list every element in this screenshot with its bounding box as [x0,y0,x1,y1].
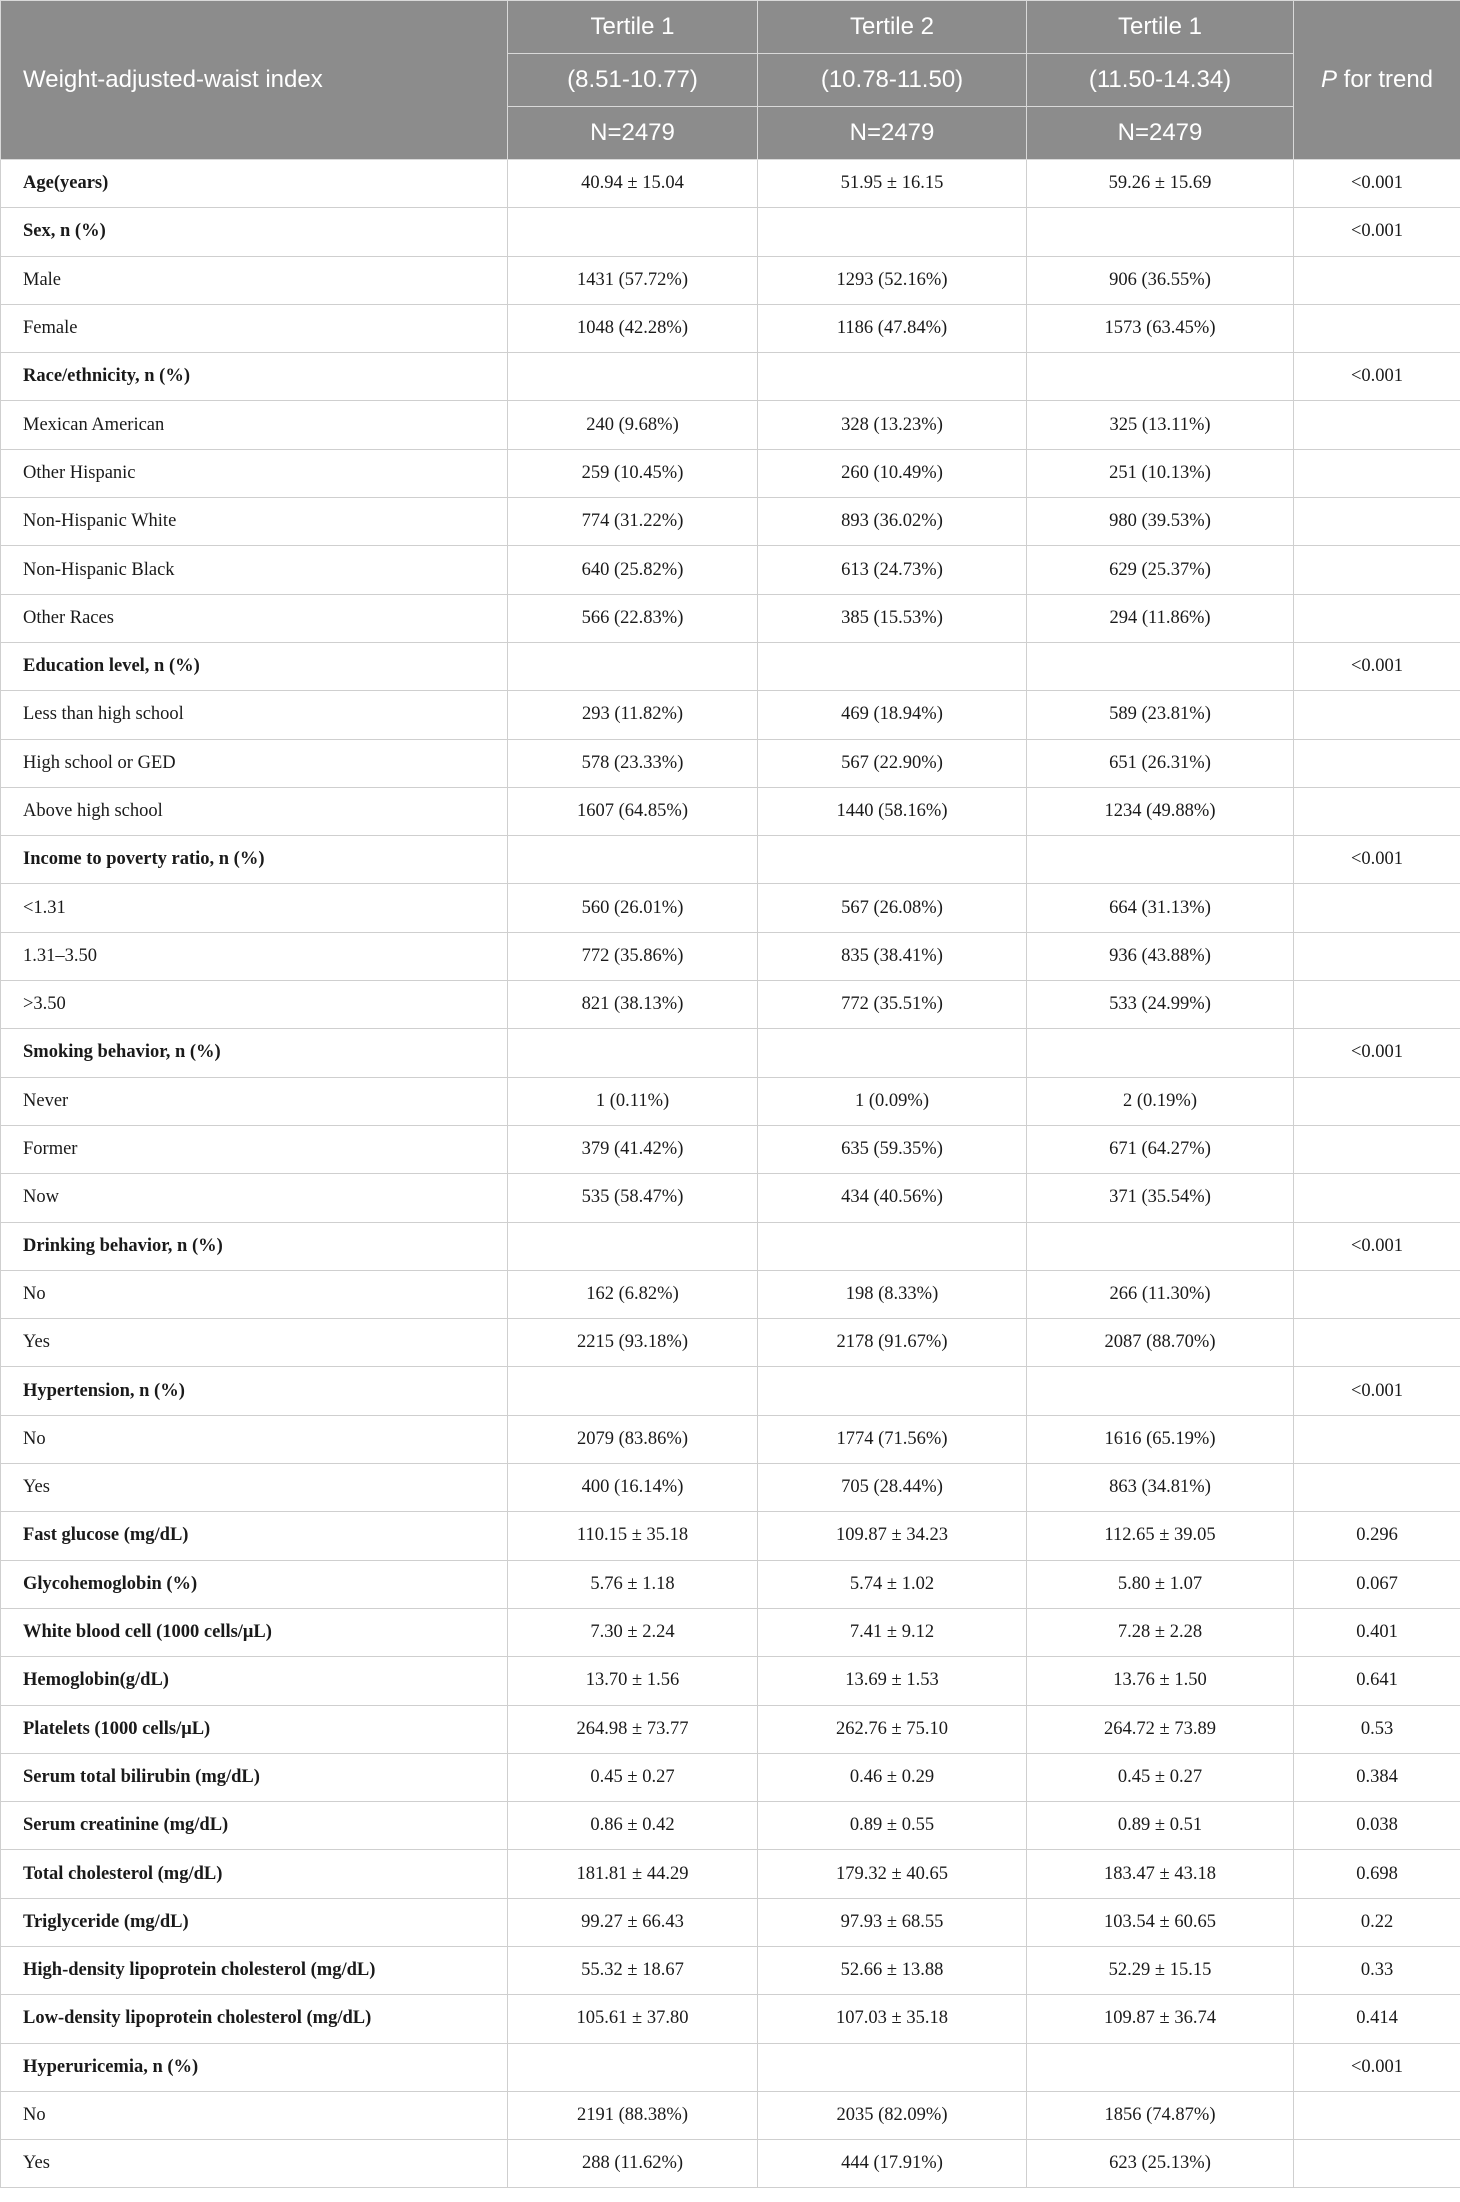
row-label: Other Races [1,594,508,642]
tertile-1-value: 2215 (93.18%) [508,1319,758,1367]
tertile-2-value: 107.03 ± 35.18 [758,1995,1027,2043]
p-value [1294,932,1460,980]
row-label: Income to poverty ratio, n (%) [1,836,508,884]
tertile-1-value: 774 (31.22%) [508,498,758,546]
tertile-1-value: 1607 (64.85%) [508,787,758,835]
p-value: 0.067 [1294,1560,1460,1608]
table-row [1,2091,1460,2139]
tertile-3-value: 0.45 ± 0.27 [1027,1753,1294,1801]
table-row [1,594,1460,642]
tertile-3-value: 266 (11.30%) [1027,1270,1294,1318]
tertile-2-value: 179.32 ± 40.65 [758,1850,1027,1898]
tertile-1-value: 55.32 ± 18.67 [508,1946,758,1994]
row-label: Triglyceride (mg/dL) [1,1898,508,1946]
p-value: <0.001 [1294,836,1460,884]
tertile-2-value: 469 (18.94%) [758,691,1027,739]
tertile-3-value: 863 (34.81%) [1027,1464,1294,1512]
row-label: Sex, n (%) [1,208,508,256]
tertile-3-value [1027,2043,1294,2091]
tertile-2-value: 328 (13.23%) [758,401,1027,449]
p-value: 0.401 [1294,1608,1460,1656]
tertile-2-value: 262.76 ± 75.10 [758,1705,1027,1753]
group-3-n: N=2479 [1027,107,1294,160]
tertile-2-value: 2178 (91.67%) [758,1319,1027,1367]
table-row [1,1029,1460,1077]
table-row [1,1464,1460,1512]
table-row [1,1367,1460,1415]
tertile-3-value [1027,836,1294,884]
tertile-2-value: 13.69 ± 1.53 [758,1657,1027,1705]
row-label: High-density lipoprotein cholesterol (mg/dL) [1,1946,508,1994]
row-label: Yes [1,1464,508,1512]
tertile-1-value [508,353,758,401]
tertile-1-value: 1048 (42.28%) [508,304,758,352]
p-value [1294,884,1460,932]
tertile-3-value: 533 (24.99%) [1027,981,1294,1029]
tertile-2-value: 7.41 ± 9.12 [758,1608,1027,1656]
table-row [1,1657,1460,1705]
tertile-1-value: 1 (0.11%) [508,1077,758,1125]
variable-column-header: Weight-adjusted-waist index [1,1,508,160]
row-label: Non-Hispanic White [1,498,508,546]
tertile-2-value: 1 (0.09%) [758,1077,1027,1125]
row-label: Total cholesterol (mg/dL) [1,1850,508,1898]
p-value: 0.53 [1294,1705,1460,1753]
tertile-1-value: 772 (35.86%) [508,932,758,980]
p-value: 0.22 [1294,1898,1460,1946]
p-value: 0.384 [1294,1753,1460,1801]
table-header [1,1,1460,160]
row-label: <1.31 [1,884,508,932]
p-value: 0.296 [1294,1512,1460,1560]
p-value [1294,691,1460,739]
table-row [1,1077,1460,1125]
tertile-1-value: 240 (9.68%) [508,401,758,449]
tertile-3-value [1027,208,1294,256]
p-value [1294,1270,1460,1318]
row-label: Low-density lipoprotein cholesterol (mg/dL) [1,1995,508,2043]
p-value [1294,1174,1460,1222]
table-row [1,1270,1460,1318]
tertile-2-value [758,1029,1027,1077]
table-row [1,1608,1460,1656]
tertile-3-value: 112.65 ± 39.05 [1027,1512,1294,1560]
table-row [1,1850,1460,1898]
tertile-3-value [1027,1029,1294,1077]
p-value [1294,256,1460,304]
row-label: Age(years) [1,160,508,208]
row-label: Yes [1,1319,508,1367]
p-trend-column-header [1294,1,1460,160]
tertile-3-value: 294 (11.86%) [1027,594,1294,642]
row-label: >3.50 [1,981,508,1029]
row-label: 1.31–3.50 [1,932,508,980]
p-value: 0.33 [1294,1946,1460,1994]
row-label: Now [1,1174,508,1222]
tertile-3-value: 52.29 ± 15.15 [1027,1946,1294,1994]
row-label: No [1,1270,508,1318]
row-label: Female [1,304,508,352]
tertile-3-value: 251 (10.13%) [1027,449,1294,497]
row-label: Hypertension, n (%) [1,1367,508,1415]
row-label: Serum creatinine (mg/dL) [1,1802,508,1850]
tertile-1-value: 640 (25.82%) [508,546,758,594]
row-label: High school or GED [1,739,508,787]
tertile-2-value: 2035 (82.09%) [758,2091,1027,2139]
row-label: Never [1,1077,508,1125]
tertile-2-value: 51.95 ± 16.15 [758,160,1027,208]
row-label: Hyperuricemia, n (%) [1,2043,508,2091]
p-value [1294,449,1460,497]
table-row [1,1512,1460,1560]
tertile-2-value [758,1367,1027,1415]
p-value: <0.001 [1294,642,1460,690]
tertile-1-value: 288 (11.62%) [508,2140,758,2188]
tertile-3-value: 2087 (88.70%) [1027,1319,1294,1367]
tertile-2-value [758,2043,1027,2091]
tertile-1-value [508,1222,758,1270]
tertile-2-value: 52.66 ± 13.88 [758,1946,1027,1994]
p-value [1294,546,1460,594]
row-label: Former [1,1125,508,1173]
row-label: Yes [1,2140,508,2188]
table-row [1,1560,1460,1608]
tertile-2-value [758,642,1027,690]
tertile-1-value: 0.45 ± 0.27 [508,1753,758,1801]
tertile-1-value: 0.86 ± 0.42 [508,1802,758,1850]
tertile-2-value: 97.93 ± 68.55 [758,1898,1027,1946]
row-label: Drinking behavior, n (%) [1,1222,508,1270]
tertile-2-value: 893 (36.02%) [758,498,1027,546]
p-value [1294,1077,1460,1125]
table-row [1,642,1460,690]
tertile-1-value [508,208,758,256]
tertile-3-value: 0.89 ± 0.51 [1027,1802,1294,1850]
p-value [1294,2140,1460,2188]
p-value: <0.001 [1294,1222,1460,1270]
tertile-3-value: 1856 (74.87%) [1027,2091,1294,2139]
tertile-2-value: 260 (10.49%) [758,449,1027,497]
tertile-1-value [508,836,758,884]
tertile-3-value: 103.54 ± 60.65 [1027,1898,1294,1946]
tertile-1-value: 5.76 ± 1.18 [508,1560,758,1608]
table-row [1,1802,1460,1850]
p-value [1294,2091,1460,2139]
p-value [1294,739,1460,787]
tertile-2-value: 1186 (47.84%) [758,304,1027,352]
table-row [1,1222,1460,1270]
tertile-3-value: 1616 (65.19%) [1027,1415,1294,1463]
p-value: 0.038 [1294,1802,1460,1850]
table-row [1,1898,1460,1946]
tertile-1-value: 162 (6.82%) [508,1270,758,1318]
table-row [1,1995,1460,2043]
tertile-2-value [758,353,1027,401]
table-row [1,1415,1460,1463]
group-2-name: Tertile 2 [758,1,1027,54]
table-row [1,1946,1460,1994]
tertile-3-value: 906 (36.55%) [1027,256,1294,304]
tertile-3-value: 651 (26.31%) [1027,739,1294,787]
tertile-1-value: 2079 (83.86%) [508,1415,758,1463]
tertile-1-value: 259 (10.45%) [508,449,758,497]
group-2-range: (10.78-11.50) [758,54,1027,107]
tertile-1-value: 264.98 ± 73.77 [508,1705,758,1753]
tertile-3-value: 264.72 ± 73.89 [1027,1705,1294,1753]
tertile-3-value [1027,353,1294,401]
p-value [1294,787,1460,835]
table-row [1,304,1460,352]
tertile-3-value: 1573 (63.45%) [1027,304,1294,352]
tertile-1-value: 379 (41.42%) [508,1125,758,1173]
table-row [1,1705,1460,1753]
tertile-2-value [758,208,1027,256]
tertile-3-value [1027,1222,1294,1270]
tertile-1-value [508,2043,758,2091]
tertile-1-value: 110.15 ± 35.18 [508,1512,758,1560]
row-label: No [1,1415,508,1463]
table-row [1,208,1460,256]
tertile-3-value: 2 (0.19%) [1027,1077,1294,1125]
table-row [1,1319,1460,1367]
tertile-2-value: 705 (28.44%) [758,1464,1027,1512]
tertile-3-value: 629 (25.37%) [1027,546,1294,594]
tertile-3-value: 671 (64.27%) [1027,1125,1294,1173]
tertile-1-value: 293 (11.82%) [508,691,758,739]
tertile-1-value: 105.61 ± 37.80 [508,1995,758,2043]
tertile-3-value [1027,642,1294,690]
tertile-1-value [508,642,758,690]
row-label: Above high school [1,787,508,835]
table-row [1,932,1460,980]
tertile-2-value: 1440 (58.16%) [758,787,1027,835]
group-3-name: Tertile 1 [1027,1,1294,54]
tertile-3-value: 13.76 ± 1.50 [1027,1657,1294,1705]
tertile-1-value: 400 (16.14%) [508,1464,758,1512]
table-row [1,787,1460,835]
tertile-3-value: 371 (35.54%) [1027,1174,1294,1222]
p-value: <0.001 [1294,2043,1460,2091]
p-value: 0.414 [1294,1995,1460,2043]
tertile-1-value: 821 (38.13%) [508,981,758,1029]
table-row [1,160,1460,208]
p-value [1294,401,1460,449]
p-value: <0.001 [1294,208,1460,256]
tertile-2-value: 109.87 ± 34.23 [758,1512,1027,1560]
row-label: Other Hispanic [1,449,508,497]
tertile-1-value: 560 (26.01%) [508,884,758,932]
p-trend-italic: P [1320,66,1337,93]
table-body [1,160,1460,2188]
p-value: <0.001 [1294,353,1460,401]
p-value [1294,594,1460,642]
tertile-1-value: 99.27 ± 66.43 [508,1898,758,1946]
row-label: Serum total bilirubin (mg/dL) [1,1753,508,1801]
tertile-1-value [508,1029,758,1077]
p-value [1294,498,1460,546]
p-value [1294,1464,1460,1512]
table-row [1,981,1460,1029]
p-value: <0.001 [1294,1367,1460,1415]
tertile-1-value: 535 (58.47%) [508,1174,758,1222]
tertile-1-value: 578 (23.33%) [508,739,758,787]
p-value [1294,981,1460,1029]
tertile-3-value: 980 (39.53%) [1027,498,1294,546]
row-label: Platelets (1000 cells/μL) [1,1705,508,1753]
p-trend-rest: for trend [1336,66,1434,93]
row-label: No [1,2091,508,2139]
table-row [1,2043,1460,2091]
tertile-1-value: 40.94 ± 15.04 [508,160,758,208]
row-label: Non-Hispanic Black [1,546,508,594]
table-row [1,256,1460,304]
tertile-2-value: 385 (15.53%) [758,594,1027,642]
p-value [1294,1319,1460,1367]
tertile-1-value: 1431 (57.72%) [508,256,758,304]
p-value: 0.641 [1294,1657,1460,1705]
tertile-3-value: 1234 (49.88%) [1027,787,1294,835]
row-label: Hemoglobin(g/dL) [1,1657,508,1705]
p-value: <0.001 [1294,1029,1460,1077]
row-label: Less than high school [1,691,508,739]
tertile-2-value: 567 (22.90%) [758,739,1027,787]
table-row [1,353,1460,401]
row-label: Education level, n (%) [1,642,508,690]
tertile-3-value: 664 (31.13%) [1027,884,1294,932]
table-row [1,1125,1460,1173]
tertile-2-value: 1774 (71.56%) [758,1415,1027,1463]
group-3-range: (11.50-14.34) [1027,54,1294,107]
tertile-2-value [758,1222,1027,1270]
row-label: Male [1,256,508,304]
table-row [1,449,1460,497]
tertile-3-value: 183.47 ± 43.18 [1027,1850,1294,1898]
tertile-2-value: 444 (17.91%) [758,2140,1027,2188]
p-value [1294,1125,1460,1173]
p-value [1294,304,1460,352]
table-row [1,691,1460,739]
tertile-2-value: 198 (8.33%) [758,1270,1027,1318]
group-1-range: (8.51-10.77) [508,54,758,107]
table-row [1,1174,1460,1222]
table-row [1,739,1460,787]
tertile-3-value: 109.87 ± 36.74 [1027,1995,1294,2043]
row-label: White blood cell (1000 cells/μL) [1,1608,508,1656]
row-label: Smoking behavior, n (%) [1,1029,508,1077]
tertile-2-value: 0.46 ± 0.29 [758,1753,1027,1801]
p-value: <0.001 [1294,160,1460,208]
table-row [1,401,1460,449]
tertile-3-value: 5.80 ± 1.07 [1027,1560,1294,1608]
tertile-2-value: 5.74 ± 1.02 [758,1560,1027,1608]
tertile-1-value: 7.30 ± 2.24 [508,1608,758,1656]
tertile-2-value: 1293 (52.16%) [758,256,1027,304]
header-row-names [1,1,1460,54]
p-value: 0.698 [1294,1850,1460,1898]
tertile-3-value: 59.26 ± 15.69 [1027,160,1294,208]
table-row [1,2140,1460,2188]
tertile-1-value: 13.70 ± 1.56 [508,1657,758,1705]
tertile-2-value: 0.89 ± 0.55 [758,1802,1027,1850]
group-2-n: N=2479 [758,107,1027,160]
table-row [1,884,1460,932]
table-row [1,546,1460,594]
tertile-1-value [508,1367,758,1415]
tertile-3-value: 589 (23.81%) [1027,691,1294,739]
p-value [1294,1415,1460,1463]
tertile-3-value: 623 (25.13%) [1027,2140,1294,2188]
table-row [1,1753,1460,1801]
tertile-3-value: 7.28 ± 2.28 [1027,1608,1294,1656]
row-label: Mexican American [1,401,508,449]
row-label: Race/ethnicity, n (%) [1,353,508,401]
tertile-2-value [758,836,1027,884]
row-label: Fast glucose (mg/dL) [1,1512,508,1560]
table-row [1,498,1460,546]
row-label: Glycohemoglobin (%) [1,1560,508,1608]
tertile-3-value: 936 (43.88%) [1027,932,1294,980]
table-row [1,836,1460,884]
tertile-3-value: 325 (13.11%) [1027,401,1294,449]
tertile-1-value: 2191 (88.38%) [508,2091,758,2139]
tertile-1-value: 566 (22.83%) [508,594,758,642]
tertile-2-value: 613 (24.73%) [758,546,1027,594]
tertile-2-value: 772 (35.51%) [758,981,1027,1029]
group-1-n: N=2479 [508,107,758,160]
tertile-2-value: 567 (26.08%) [758,884,1027,932]
tertile-2-value: 835 (38.41%) [758,932,1027,980]
tertile-2-value: 635 (59.35%) [758,1125,1027,1173]
tertile-3-value [1027,1367,1294,1415]
tertile-2-value: 434 (40.56%) [758,1174,1027,1222]
tertile-1-value: 181.81 ± 44.29 [508,1850,758,1898]
group-1-name: Tertile 1 [508,1,758,54]
